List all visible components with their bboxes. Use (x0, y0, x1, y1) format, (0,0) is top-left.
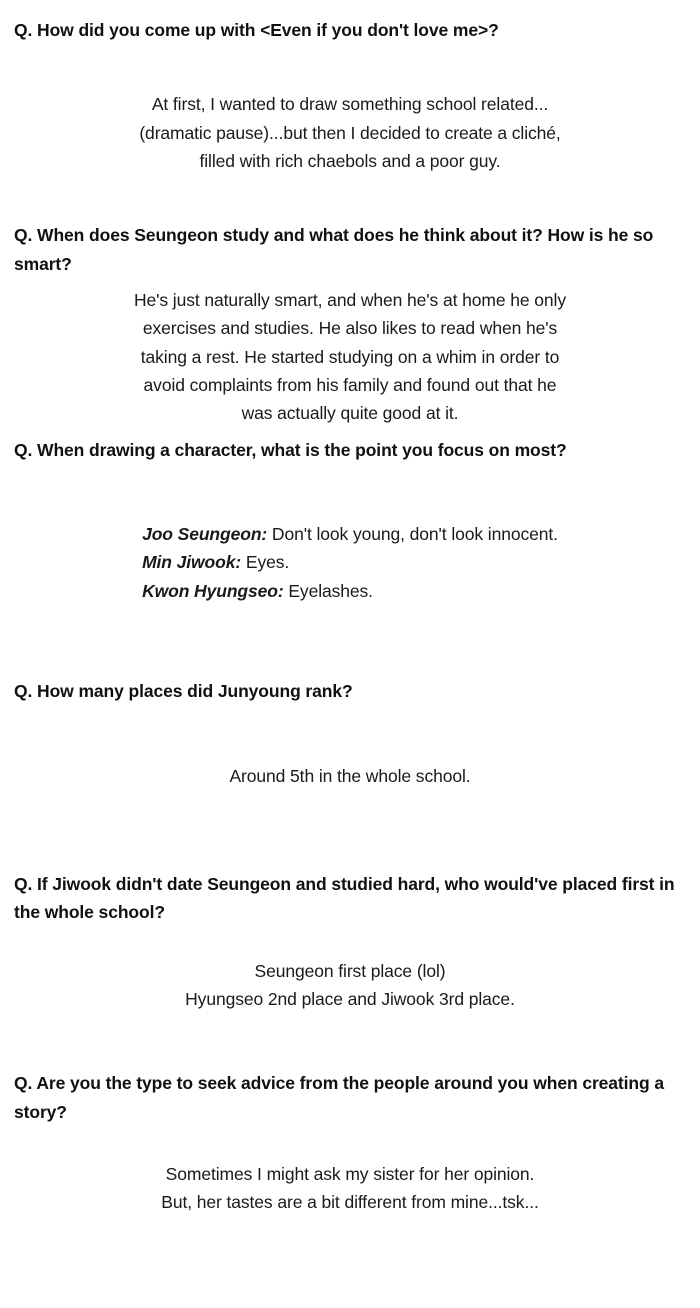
qa-block-2 (14, 221, 686, 427)
qa-block-1 (14, 16, 686, 175)
character-answers-3 (14, 520, 686, 605)
answer-line: Sometimes I might ask my sister for her opinion. (165, 1163, 535, 1184)
answer-line: Hyungseo 2nd place and Jiwook 3rd place. (185, 988, 515, 1009)
answer-line: At first, I wanted to draw something school related... (151, 94, 549, 115)
answer-line: (dramatic pause)...but then I decided to create a cliché, (139, 122, 561, 143)
qa-block-3 (14, 436, 686, 605)
answer-line: Around 5th in the whole school. (229, 765, 471, 786)
answer-line: taking a rest. He started studying on a whim in order to (140, 346, 560, 367)
character-answer-row (142, 577, 558, 605)
spacer (14, 278, 686, 286)
answer-line: was actually quite good at it. (241, 403, 459, 424)
character-name: Joo Seungeon: (142, 524, 268, 545)
character-name: Kwon Hyungseo: (142, 580, 284, 601)
question-2: Q. When does Seungeon study and what does he think about it? How is he so smart? (14, 225, 654, 274)
spacer (14, 927, 686, 957)
spacer (14, 846, 686, 870)
answer-1 (14, 90, 686, 175)
spacer (14, 1126, 686, 1160)
character-response: Eyes. (245, 552, 290, 573)
answer-line: exercises and studies. He also likes to read when he's (142, 318, 558, 339)
character-answer-list (142, 520, 558, 605)
top-spacer (14, 0, 686, 16)
question-3: Q. When drawing a character, what is the point you focus on most? (14, 439, 567, 460)
character-response: Don't look young, don't look innocent. (271, 524, 558, 545)
question-1: Q. How did you come up with <Even if you don't love me>? (14, 20, 499, 40)
spacer (14, 175, 686, 221)
answer-line: filled with rich chaebols and a poor guy. (199, 151, 501, 172)
spacer (14, 1013, 686, 1069)
character-answer-row (142, 548, 558, 576)
spacer (14, 428, 686, 436)
answer-2 (14, 286, 686, 428)
answer-line: avoid complaints from his family and found out that he (143, 375, 557, 396)
answer-6 (14, 1160, 686, 1217)
answer-line: Seungeon first place (lol) (254, 960, 446, 981)
character-response: Eyelashes. (288, 580, 373, 601)
question-6: Q. Are you the type to seek advice from the people around you when creating a story? (14, 1073, 664, 1122)
qa-block-6 (14, 1069, 686, 1216)
qa-block-4 (14, 677, 686, 790)
answer-line: But, her tastes are a bit different from mine...tsk... (161, 1192, 539, 1213)
character-answer-row (142, 520, 558, 548)
question-5: Q. If Jiwook didn't date Seungeon and studied hard, who would've placed first in the whole school? (14, 873, 675, 923)
spacer (14, 605, 686, 661)
spacer (14, 661, 686, 677)
question-4: Q. How many places did Junyoung rank? (14, 681, 353, 702)
answer-line: He's just naturally smart, and when he's at home he only (133, 290, 566, 311)
character-name: Min Jiwook: (142, 552, 242, 573)
answer-5 (14, 957, 686, 1014)
spacer (14, 464, 686, 520)
qa-block-5 (14, 870, 686, 1013)
spacer (14, 706, 686, 762)
answer-4 (14, 762, 686, 790)
spacer (14, 44, 686, 90)
spacer (14, 790, 686, 846)
